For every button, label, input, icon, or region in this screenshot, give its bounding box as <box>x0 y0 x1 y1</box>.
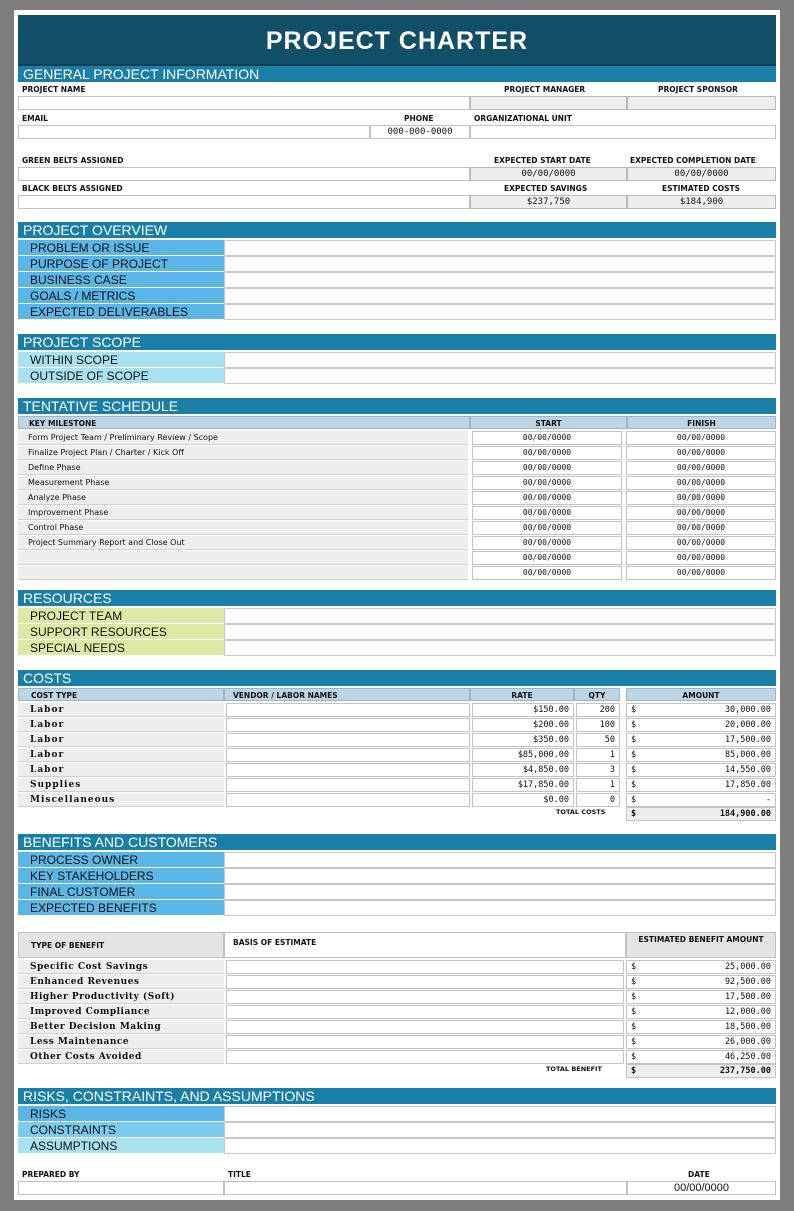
risks-label-assumptions: ASSUMPTIONS <box>18 1138 224 1154</box>
currency-symbol: $ <box>631 750 637 760</box>
risks-field-constraints[interactable] <box>224 1122 776 1138</box>
resources-label-team: PROJECT TEAM <box>18 608 224 624</box>
benefit-type-cell[interactable]: Improved Compliance <box>18 1005 224 1019</box>
benefit-amount-value: 18,500.00 <box>724 1022 771 1032</box>
milestone-cell[interactable]: Analyze Phase <box>18 491 468 505</box>
cost-type-cell[interactable]: Miscellaneous <box>18 793 224 807</box>
cost-amount-value: 17,500.00 <box>724 735 771 745</box>
benefit-amount-cell <box>626 1035 776 1049</box>
cost-amount-cell <box>626 748 776 762</box>
schedule-col-finish: FINISH <box>627 416 776 429</box>
milestone-cell[interactable]: Define Phase <box>18 461 468 475</box>
costs-col-amount: AMOUNT <box>626 688 776 701</box>
cost-amount-value: 20,000.00 <box>724 720 771 730</box>
milestone-start-cell[interactable]: 00/00/0000 <box>472 551 622 565</box>
benefit-type-cell[interactable]: Less Maintenance <box>18 1035 224 1049</box>
benefits-field-final-customer[interactable] <box>224 884 776 900</box>
total-benefit-cell <box>626 1064 776 1078</box>
title-label: TITLE <box>228 1170 251 1179</box>
cost-vendor-cell[interactable] <box>226 733 470 747</box>
milestone-start-cell[interactable]: 00/00/0000 <box>472 476 622 490</box>
overview-field-problem[interactable] <box>224 240 776 256</box>
currency-symbol: $ <box>631 765 637 775</box>
cost-amount-value: - <box>765 795 771 805</box>
cost-vendor-cell[interactable] <box>226 748 470 762</box>
page-title: PROJECT CHARTER <box>18 15 776 67</box>
overview-label-business-case: BUSINESS CASE <box>18 272 224 288</box>
phone-label: PHONE <box>404 114 434 123</box>
milestone-finish-cell[interactable]: 00/00/0000 <box>626 506 776 520</box>
milestone-cell[interactable]: Measurement Phase <box>18 476 468 490</box>
milestone-start-cell[interactable]: 00/00/0000 <box>472 461 622 475</box>
benefit-col-type: TYPE OF BENEFIT <box>18 932 224 958</box>
benefit-amount-cell <box>626 1020 776 1034</box>
cost-type-cell[interactable]: Labor <box>18 733 224 747</box>
schedule-col-milestone: KEY MILESTONE <box>18 416 470 429</box>
benefits-label-stakeholders: KEY STAKEHOLDERS <box>18 868 224 884</box>
section-risks-heading: RISKS, CONSTRAINTS, AND ASSUMPTIONS <box>18 1088 776 1104</box>
benefit-amount-value: 17,500.00 <box>724 992 771 1002</box>
cost-type-cell[interactable]: Labor <box>18 718 224 732</box>
milestone-start-cell[interactable]: 00/00/0000 <box>472 521 622 535</box>
milestone-finish-cell[interactable]: 00/00/0000 <box>626 566 776 580</box>
benefit-type-cell[interactable]: Enhanced Revenues <box>18 975 224 989</box>
benefit-amount-value: 46,250.00 <box>724 1052 771 1062</box>
section-costs-heading: COSTS <box>18 670 776 686</box>
section-benefits-heading: BENEFITS AND CUSTOMERS <box>18 834 776 850</box>
expected-start-field[interactable]: 00/00/0000 <box>470 167 627 181</box>
overview-label-deliverables: EXPECTED DELIVERABLES <box>18 304 224 320</box>
currency-symbol: $ <box>631 1007 637 1017</box>
currency-symbol: $ <box>631 720 637 730</box>
benefit-amount-cell <box>626 1050 776 1064</box>
overview-field-deliverables[interactable] <box>224 304 776 320</box>
benefit-amount-cell <box>626 975 776 989</box>
benefit-amount-cell <box>626 1005 776 1019</box>
currency-symbol: $ <box>631 735 637 745</box>
green-belts-field[interactable] <box>18 167 470 181</box>
cost-amount-value: 14,550.00 <box>724 765 771 775</box>
cost-amount-cell <box>626 778 776 792</box>
currency-symbol: $ <box>631 962 637 972</box>
project-charter-sheet <box>14 10 780 1200</box>
currency-symbol: $ <box>631 1066 637 1076</box>
total-costs-value: 184,900.00 <box>719 809 771 819</box>
cost-rate-cell[interactable]: $4,850.00 <box>472 763 574 777</box>
overview-label-goals: GOALS / METRICS <box>18 288 224 304</box>
overview-field-goals[interactable] <box>224 288 776 304</box>
section-resources-heading: RESOURCES <box>18 590 776 606</box>
milestone-finish-cell[interactable]: 00/00/0000 <box>626 551 776 565</box>
section-scope-heading: PROJECT SCOPE <box>18 334 776 350</box>
resources-field-support[interactable] <box>224 624 776 640</box>
cost-vendor-cell[interactable] <box>226 793 470 807</box>
milestone-finish-cell[interactable]: 00/00/0000 <box>626 446 776 460</box>
benefit-basis-cell[interactable] <box>226 1005 624 1019</box>
milestone-start-cell[interactable]: 00/00/0000 <box>472 566 622 580</box>
email-label: EMAIL <box>22 114 48 123</box>
milestone-cell[interactable]: Finalize Project Plan / Charter / Kick Off <box>18 446 468 460</box>
project-manager-field[interactable] <box>470 96 627 110</box>
currency-symbol: $ <box>631 977 637 987</box>
benefits-label-final-customer: FINAL CUSTOMER <box>18 884 224 900</box>
risks-field-assumptions[interactable] <box>224 1138 776 1154</box>
org-unit-label: ORGANIZATIONAL UNIT <box>474 114 572 123</box>
cost-type-cell[interactable]: Supplies <box>18 778 224 792</box>
overview-field-business-case[interactable] <box>224 272 776 288</box>
currency-symbol: $ <box>631 1037 637 1047</box>
milestone-finish-cell[interactable]: 00/00/0000 <box>626 476 776 490</box>
project-name-field[interactable] <box>18 96 470 110</box>
benefit-type-cell[interactable]: Better Decision Making <box>18 1020 224 1034</box>
milestone-cell[interactable]: Form Project Team / Preliminary Review / Scope <box>18 431 468 445</box>
cost-rate-cell[interactable]: $85,000.00 <box>472 748 574 762</box>
date-field[interactable]: 00/00/0000 <box>627 1181 776 1195</box>
costs-col-rate: RATE <box>470 688 574 701</box>
cost-vendor-cell[interactable] <box>226 763 470 777</box>
benefit-amount-value: 92,500.00 <box>724 977 771 987</box>
cost-rate-cell[interactable]: $17,850.00 <box>472 778 574 792</box>
resources-label-special: SPECIAL NEEDS <box>18 640 224 656</box>
section-schedule-heading: TENTATIVE SCHEDULE <box>18 398 776 414</box>
benefit-basis-cell[interactable] <box>226 990 624 1004</box>
cost-type-cell[interactable]: Labor <box>18 763 224 777</box>
currency-symbol: $ <box>631 1052 637 1062</box>
prepared-by-field[interactable] <box>18 1181 224 1195</box>
milestone-cell[interactable]: Control Phase <box>18 521 468 535</box>
cost-qty-cell[interactable]: 1 <box>576 778 620 792</box>
expected-savings-label: EXPECTED SAVINGS <box>504 184 588 193</box>
currency-symbol: $ <box>631 795 637 805</box>
overview-field-purpose[interactable] <box>224 256 776 272</box>
currency-symbol: $ <box>631 1022 637 1032</box>
milestone-start-cell[interactable]: 00/00/0000 <box>472 506 622 520</box>
cost-amount-cell <box>626 763 776 777</box>
total-costs-label: TOTAL COSTS <box>556 808 606 816</box>
risks-label-risks: RISKS <box>18 1106 224 1122</box>
cost-amount-cell <box>626 733 776 747</box>
email-field[interactable] <box>18 125 370 139</box>
cost-rate-cell[interactable]: $200.00 <box>472 718 574 732</box>
benefit-type-cell[interactable]: Other Costs Avoided <box>18 1050 224 1064</box>
expected-completion-label: EXPECTED COMPLETION DATE <box>630 156 756 165</box>
milestone-start-cell[interactable]: 00/00/0000 <box>472 491 622 505</box>
milestone-cell[interactable] <box>18 551 468 565</box>
benefits-label-expected-benefits: EXPECTED BENEFITS <box>18 900 224 916</box>
benefit-type-cell[interactable]: Higher Productivity (Soft) <box>18 990 224 1004</box>
risks-field-risks[interactable] <box>224 1106 776 1122</box>
org-unit-field[interactable] <box>470 125 776 139</box>
cost-amount-value: 17,850.00 <box>724 780 771 790</box>
milestone-cell[interactable] <box>18 566 468 580</box>
cost-qty-cell[interactable]: 3 <box>576 763 620 777</box>
black-belts-label: BLACK BELTS ASSIGNED <box>22 184 123 193</box>
benefit-col-basis: BASIS OF ESTIMATE <box>224 932 626 958</box>
cost-amount-cell <box>626 703 776 717</box>
costs-col-qty: QTY <box>574 688 620 701</box>
expected-savings-field[interactable]: $237,750 <box>470 195 627 209</box>
green-belts-label: GREEN BELTS ASSIGNED <box>22 156 124 165</box>
cost-rate-cell[interactable]: $0.00 <box>472 793 574 807</box>
currency-symbol: $ <box>631 705 637 715</box>
section-overview-heading: PROJECT OVERVIEW <box>18 222 776 238</box>
resources-field-team[interactable] <box>224 608 776 624</box>
cost-amount-value: 30,000.00 <box>724 705 771 715</box>
estimated-costs-field[interactable]: $184,900 <box>627 195 776 209</box>
expected-start-label: EXPECTED START DATE <box>494 156 591 165</box>
milestone-start-cell[interactable]: 00/00/0000 <box>472 446 622 460</box>
costs-col-vendor: VENDOR / LABOR NAMES <box>224 688 470 701</box>
milestone-finish-cell[interactable]: 00/00/0000 <box>626 461 776 475</box>
black-belts-field[interactable] <box>18 195 470 209</box>
benefit-basis-cell[interactable] <box>226 1035 624 1049</box>
benefit-basis-cell[interactable] <box>226 960 624 974</box>
resources-label-support: SUPPORT RESOURCES <box>18 624 224 640</box>
cost-qty-cell[interactable]: 200 <box>576 703 620 717</box>
risks-label-constraints: CONSTRAINTS <box>18 1122 224 1138</box>
benefits-field-process-owner[interactable] <box>224 852 776 868</box>
milestone-finish-cell[interactable]: 00/00/0000 <box>626 536 776 550</box>
costs-col-type: COST TYPE <box>18 688 224 701</box>
benefits-label-process-owner: PROCESS OWNER <box>18 852 224 868</box>
currency-symbol: $ <box>631 992 637 1002</box>
title-field[interactable] <box>224 1181 627 1195</box>
total-benefit-label: TOTAL BENEFIT <box>546 1065 602 1073</box>
expected-completion-field[interactable]: 00/00/0000 <box>627 167 776 181</box>
cost-qty-cell[interactable]: 1 <box>576 748 620 762</box>
benefit-basis-cell[interactable] <box>226 1020 624 1034</box>
overview-label-purpose: PURPOSE OF PROJECT <box>18 256 224 272</box>
phone-field[interactable]: 000-000-0000 <box>370 125 470 139</box>
cost-rate-cell[interactable]: $150.00 <box>472 703 574 717</box>
total-benefit-value: 237,750.00 <box>719 1066 771 1076</box>
cost-vendor-cell[interactable] <box>226 718 470 732</box>
benefit-amount-cell <box>626 960 776 974</box>
benefit-basis-cell[interactable] <box>226 975 624 989</box>
currency-symbol: $ <box>631 780 637 790</box>
cost-amount-value: 85,000.00 <box>724 750 771 760</box>
project-sponsor-label: PROJECT SPONSOR <box>658 85 738 94</box>
date-label: DATE <box>688 1170 710 1179</box>
milestone-start-cell[interactable]: 00/00/0000 <box>472 536 622 550</box>
benefit-type-cell[interactable]: Specific Cost Savings <box>18 960 224 974</box>
benefits-field-stakeholders[interactable] <box>224 868 776 884</box>
schedule-col-start: START <box>470 416 627 429</box>
cost-rate-cell[interactable]: $350.00 <box>472 733 574 747</box>
benefit-amount-value: 25,000.00 <box>724 962 771 972</box>
section-general-heading: GENERAL PROJECT INFORMATION <box>18 66 776 82</box>
milestone-start-cell[interactable]: 00/00/0000 <box>472 431 622 445</box>
total-costs-cell <box>626 807 776 821</box>
estimated-costs-label: ESTIMATED COSTS <box>662 184 740 193</box>
cost-amount-cell <box>626 718 776 732</box>
cost-qty-cell[interactable]: 50 <box>576 733 620 747</box>
benefit-col-amount: ESTIMATED BENEFIT AMOUNT <box>626 932 776 958</box>
benefit-basis-cell[interactable] <box>226 1050 624 1064</box>
milestone-finish-cell[interactable]: 00/00/0000 <box>626 431 776 445</box>
cost-qty-cell[interactable]: 0 <box>576 793 620 807</box>
milestone-finish-cell[interactable]: 00/00/0000 <box>626 491 776 505</box>
resources-field-special[interactable] <box>224 640 776 656</box>
scope-label-within: WITHIN SCOPE <box>18 352 224 368</box>
project-sponsor-field[interactable] <box>627 96 776 110</box>
cost-amount-cell <box>626 793 776 807</box>
milestone-cell[interactable]: Improvement Phase <box>18 506 468 520</box>
cost-type-cell[interactable]: Labor <box>18 748 224 762</box>
cost-qty-cell[interactable]: 100 <box>576 718 620 732</box>
scope-label-outside: OUTSIDE OF SCOPE <box>18 368 224 384</box>
cost-vendor-cell[interactable] <box>226 778 470 792</box>
milestone-cell[interactable]: Project Summary Report and Close Out <box>18 536 468 550</box>
overview-label-problem: PROBLEM OR ISSUE <box>18 240 224 256</box>
benefit-amount-value: 12,000.00 <box>724 1007 771 1017</box>
milestone-finish-cell[interactable]: 00/00/0000 <box>626 521 776 535</box>
benefits-field-expected-benefits[interactable] <box>224 900 776 916</box>
prepared-by-label: PREPARED BY <box>22 1170 80 1179</box>
cost-type-cell[interactable]: Labor <box>18 703 224 717</box>
currency-symbol: $ <box>631 809 637 819</box>
benefit-amount-value: 26,000.00 <box>724 1037 771 1047</box>
project-name-label: PROJECT NAME <box>22 85 86 94</box>
benefit-amount-cell <box>626 990 776 1004</box>
scope-field-within[interactable] <box>224 352 776 368</box>
project-manager-label: PROJECT MANAGER <box>504 85 586 94</box>
cost-vendor-cell[interactable] <box>226 703 470 717</box>
scope-field-outside[interactable] <box>224 368 776 384</box>
